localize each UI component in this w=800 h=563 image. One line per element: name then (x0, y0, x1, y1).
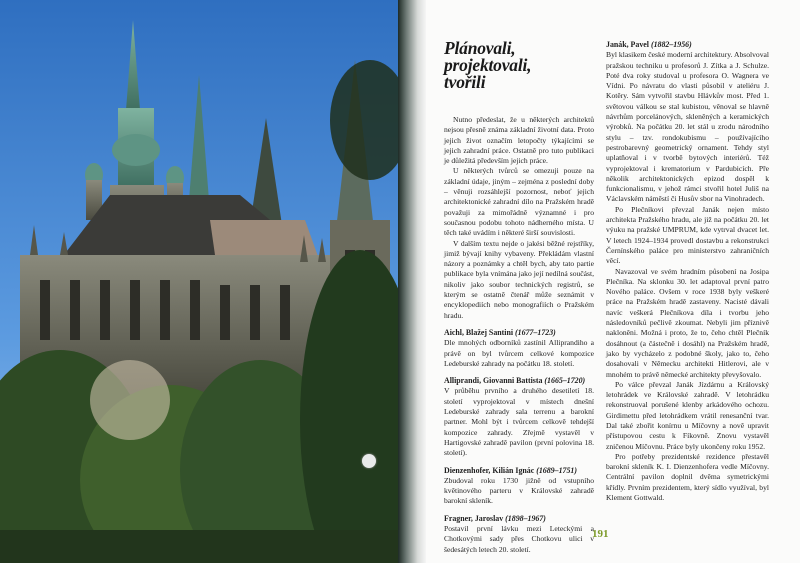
entry-text: Po Plečníkovi převzal Janák nejen místo architekta Pražského hradu, ale již na počátku 20. let výuku na pražské UMPRUM, kde vytrval dvacet let. V letech 1924–1934 provedl dostavbu a rekonstrukci Černínského paláce pro ministerstvo zahraničních věcí. (606, 204, 769, 266)
entry-heading (444, 466, 594, 476)
entry-text: Dle mnohých odborníků zastínil Alliprandiho a právě on byl tvůrcem celkové kompozice Ledeburské zahrady na počátku 18. století. (444, 338, 594, 368)
entry-text: Navazoval ve svém hradním působení na Josipa Plečníka. Na sklonku 30. let adaptoval první patro Nového paláce. Ovšem v roce 1938 byly veškeré práce na Pražském hradě zastaveny. Nacisté dávali navíc veškerá Plečníkova díla i tvorbu jeho následovníků pečlivě zkoumat. Nebyli jim příznivě nakloněni. Možná i proto, že to, čeho chtěl Plečník dosáhnout (a částečně i dosáhl) na Pražském hradě, jako by vycházelo z podobné školy, jako to, čeho dosahovali v Německu architekti Hitlerovi, ale v mnohém to právě německé architekty převyšovalo. (606, 266, 769, 379)
entry-heading (444, 328, 594, 338)
section-title-line: tvořili (444, 72, 486, 92)
architect-entry (444, 514, 594, 555)
book-gutter (398, 0, 426, 563)
architect-entry (444, 466, 594, 507)
entry-name: Dienzenhofer, Kilián Ignác (444, 465, 535, 475)
section-title (444, 40, 594, 91)
binding-marker (362, 454, 376, 468)
entry-dates: (1882–1956) (650, 40, 692, 49)
intro-paragraph: Nutno předeslat, že u některých architektů nejsou přesně známa základní životní data. Proto jejich život označím letopočty týkajícími se jejich zahradní práce. Ostatně pro tuto publikaci je důležitá především jejich práce. (444, 115, 594, 166)
entry-text: V průběhu prvního a druhého desetiletí 18. století vyprojektoval v místech dnešní Ledeburské zahrady sala terrenu a barokní partner. Mohl být i tvůrcem celkově tehdejší kompozice zahrady. Zřejmě vystavěl v Hartigovské zahradě pavilon (první polovina 18. století). (444, 386, 594, 458)
entry-dates: (1689–1751) (536, 465, 577, 475)
architect-entry (444, 376, 594, 458)
entry-text: Postavil první lávku mezi Leteckými a Chotkovými sady přes Chotkovu ulici v šedesátých letech 20. století. (444, 523, 594, 554)
entry-name: Alliprandi, Giovanni Battista (444, 376, 543, 386)
entry-dates: (1665–1720) (544, 376, 586, 386)
intro-paragraph: V dalším textu nejde o jakési běžné rejstříky, jimiž bývají knihy vybaveny. Překládám vlastní názory a poznámky a chtěl bych, aby tato partie publikace byla vnímána jako její nedílná součást, nikoliv jako soubor technických registrů, se kterým se ostatně čtenář může seznámit v encyklopediích nebo monografiích o Pražském hradu. (444, 238, 594, 320)
entry-text: Byl klasikem české moderní architektury. Absolvoval pražskou techniku u profesorů J. Zítka a J. Schulze. Poté dva roky studoval u profesora O. Wagnera ve Vídni. Po návratu do vlasti působil v ateliéru J. Kotěry. Sám vytvořil stavbu Hlávkův most. Před 1. světovou válkou se stal kubistou, věnoval se hlavně návrhům porcelánových, skleněných a keramických výrobků. Na počátku 20. let stál u zrodu národního stylu – tzv. rondokubismu – používajícího pestrobarevný geometrický ornament. Tehdy styl uplatňoval i v tvorbě bytových interiérů. Též vyprojektoval i krematorium v Pardubicích. Pře několik architektonických epizod dospěl k funkcionalismu, v jehož rámci stvořil hotel Juliš na Václavském náměstí či Husův sbor na Vinohradech. (606, 50, 769, 204)
entry-heading (444, 376, 594, 386)
entry-dates: (1898–1967) (505, 513, 546, 523)
entry-name: Janák, Pavel (606, 40, 649, 49)
text-column-right (606, 40, 769, 503)
architect-entry (444, 328, 594, 369)
text-page (426, 0, 800, 563)
entry-heading (444, 514, 594, 524)
architect-entry (606, 40, 769, 503)
text-column-left (444, 40, 594, 555)
intro-paragraph: U některých tvůrců se omezuji pouze na základní údaje, jiným – zejména z poslední doby – věnuji rozsáhlejší pozornost, neboť jejich architektonické zahradní dílo na Pražském hradě považuji za mimořádně významné i pro současnou podobu tohoto nádherného místa. U těch také uvádím i některé širší souvislosti. (444, 166, 594, 238)
page-number: 191 (592, 528, 609, 540)
entry-name: Aichl, Blažej Santini (444, 327, 514, 337)
entry-text: Pro potřeby prezidentské rezidence přestavěl barokní skleník K. I. Dienzenhofera vedle Míčovny. Centrální pavilon doplnil dvěma symetrickými křídly. Prvním prezidentem, který sídlo využíval, byl Klement Gottwald. (606, 451, 769, 503)
section-title-line: Plánovali, (444, 38, 516, 58)
entry-text: Zbudoval roku 1730 jižně od vstupního květinového parteru v Královské zahradě barokní skleník. (444, 475, 594, 506)
entry-dates: (1677–1723) (515, 327, 556, 337)
entry-heading (606, 40, 769, 50)
section-title-line: projektovali, (444, 55, 532, 75)
entry-text: Po válce převzal Janák Jízdárnu a Královský letohrádek ve Královské zahradě. V letohrádku rekonstruoval porušené klenby arkádového ochozu. Girdimettu před letohrádkem vrátil renesanční tvar. Dal také zbořit konírnu u Míčovny a nově upravit přístupovou cestu k Fíkovně. Znovu vystavěl zničenou Míčovnu. Práce byly ukončeny roku 1952. (606, 379, 769, 451)
entry-name: Fragner, Jaroslav (444, 513, 504, 523)
